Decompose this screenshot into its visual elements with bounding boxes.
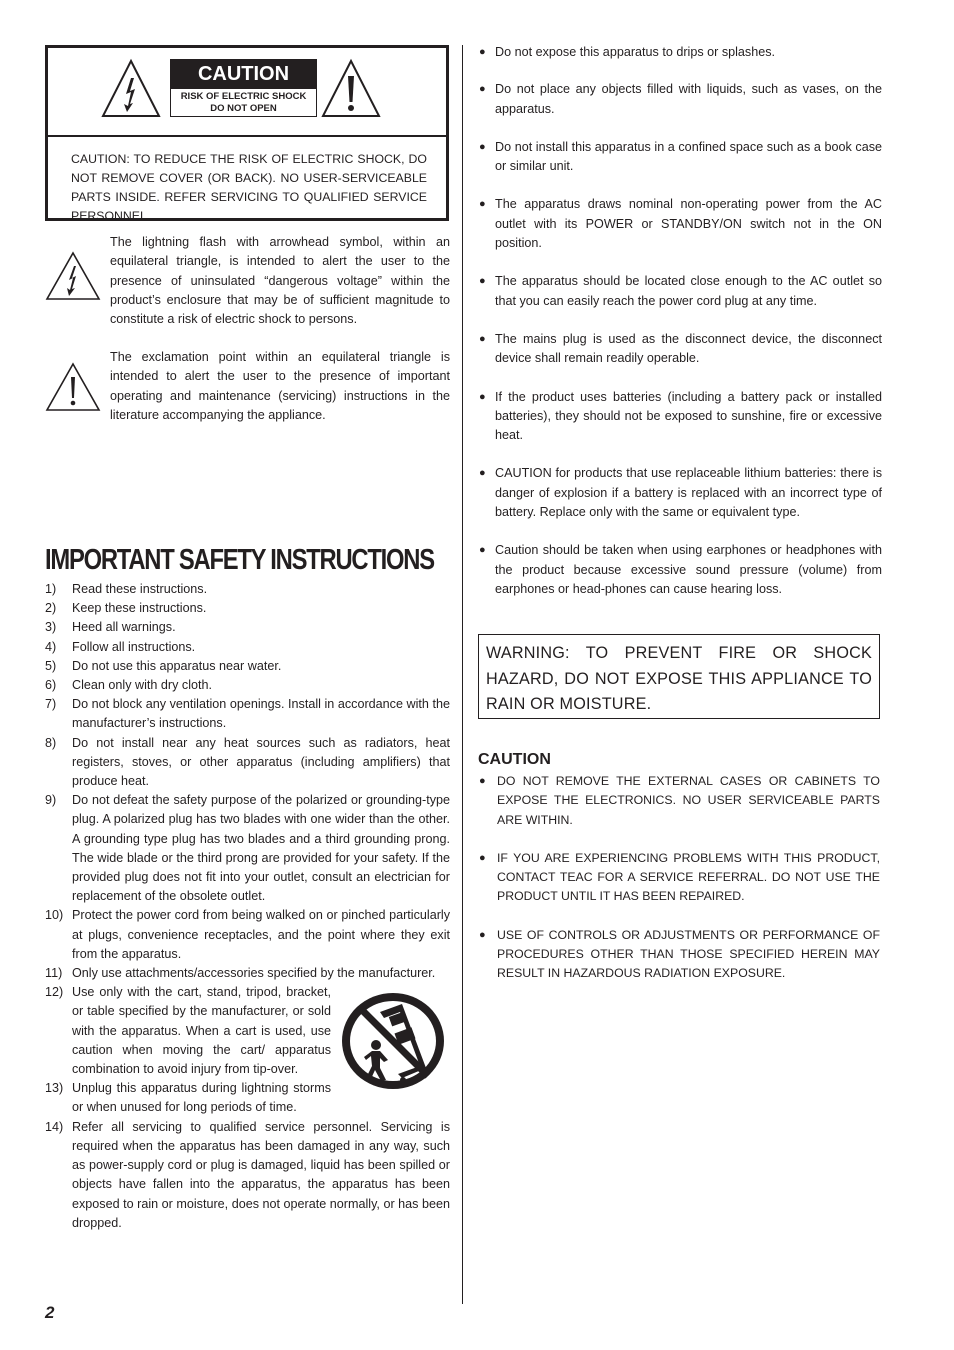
- bullet-icon: ●: [479, 275, 486, 288]
- list-item: [45, 791, 450, 906]
- item-number: 11): [45, 966, 63, 981]
- caution-label-line2: DO NOT OPEN: [210, 103, 277, 114]
- bullet-icon: ●: [479, 332, 486, 345]
- list-item: [478, 195, 882, 253]
- item-text: Use only with the cart, stand, tripod, bracket, or table specified by the manufacturer, or sold with the apparatus. When a cart is used, use caution when moving the cart/ apparatus combination to avoid injury from tip-over.: [72, 985, 331, 1077]
- list-item: [478, 272, 882, 311]
- item-text: Do not place any objects filled with liquids, such as vases, on the apparatus.: [495, 82, 882, 116]
- item-text: The mains plug is used as the disconnect device, the disconnect device shall remain readily operable.: [495, 331, 882, 366]
- item-number: 1): [45, 582, 57, 596]
- item-number: 8): [45, 735, 57, 750]
- list-item: [478, 772, 880, 830]
- list-item: [478, 464, 882, 522]
- item-text: Do not defeat the safety purpose of the polarized or grounding-type plug. A polarized plug has two blades with one wider than the other. A grounding type plug has two blades and a third grounding prong. The wide blade or the third prong are provided for your safety. If the provided plug does not fit into your outlet, consult an electrician for replacement of the obsolete outlet.: [72, 793, 450, 904]
- safety-instructions-list: [45, 580, 450, 1233]
- list-item: [45, 734, 450, 792]
- exclamation-symbol-text: The exclamation point within an equilateral triangle is intended to alert the user to the presence of important operating and maintenance (servicing) instructions in the literature accompanying the appliance.: [110, 350, 450, 422]
- list-item: [478, 80, 882, 119]
- item-number: 14): [45, 1119, 64, 1134]
- exclamation-triangle-icon: [45, 362, 101, 412]
- bullet-icon: ●: [479, 851, 486, 864]
- item-text: Refer all servicing to qualified service personnel. Servicing is required when the apparatus has been damaged in any way, such as power-supply cord or plug is damaged, liquid has been spilled or objects have fallen into the apparatus, the apparatus has been exposed to rain or moisture, does not operate normally, or has been dropped.: [72, 1119, 450, 1230]
- bullet-icon: ●: [479, 140, 486, 153]
- item-text: Only use attachments/accessories specified by the manufacturer.: [72, 966, 436, 981]
- list-item: [478, 388, 882, 446]
- item-number: 13): [45, 1081, 64, 1096]
- item-number: 6): [45, 678, 57, 693]
- page-number: 2: [45, 1303, 55, 1322]
- item-number: 5): [45, 658, 57, 673]
- item-number: 10): [45, 908, 64, 923]
- item-text: Heed all warnings.: [72, 620, 176, 635]
- fire-shock-warning-box: WARNING: TO PREVENT FIRE OR SHOCK HAZARD, DO NOT EXPOSE THIS APPLIANCE TO RAIN OR MOISTURE.: [478, 634, 880, 719]
- bullet-icon: ●: [479, 928, 486, 941]
- item-text: The apparatus should be located close enough to the AC outlet so that you can easily reach the power cord plug at any time.: [495, 274, 882, 308]
- list-item: [45, 657, 450, 676]
- caution-label-title: CAUTION: [171, 60, 316, 89]
- item-text: Do not install this apparatus in a confined space such as a book case or similar unit.: [495, 139, 882, 174]
- list-item: [45, 618, 450, 637]
- item-text: The apparatus draws nominal non-operating power from the AC outlet with its POWER or STANDBY/ON switch not in the ON position.: [495, 197, 882, 251]
- caution-label-subtitle: [171, 89, 316, 115]
- bullet-icon: ●: [479, 544, 486, 557]
- exclamation-triangle-icon: [320, 58, 382, 120]
- item-text: Keep these instructions.: [72, 601, 207, 616]
- item-text: Caution should be taken when using earphones or headphones with the product because excessive sound pressure (volume) from earphones or head-phones can cause hearing loss.: [495, 543, 882, 596]
- list-item: [478, 138, 882, 177]
- bullet-icon: ●: [479, 46, 486, 58]
- item-text: USE OF CONTROLS OR ADJUSTMENTS OR PERFORMANCE OF PROCEDURES OTHER THAN THOSE SPECIFIED HEREIN MAY RESULT IN HAZARDOUS RADIATION EXPOSURE.: [497, 927, 880, 981]
- caution-label-line1: RISK OF ELECTRIC SHOCK: [180, 91, 307, 102]
- caution-label-panel: [48, 48, 446, 137]
- caution-label: [170, 59, 317, 117]
- item-text: Read these instructions.: [72, 582, 208, 596]
- item-number: 7): [45, 697, 57, 712]
- bullet-icon: ●: [479, 390, 486, 403]
- bullet-icon: ●: [479, 775, 486, 787]
- list-item: [45, 676, 450, 695]
- list-item: [45, 906, 450, 964]
- item-text: Do not use this apparatus near water.: [72, 658, 282, 673]
- list-item: [478, 330, 882, 369]
- column-divider: [462, 45, 463, 1304]
- cart-tipover-warning-icon: [340, 990, 446, 1090]
- lightning-triangle-icon: [100, 58, 162, 120]
- item-text: Clean only with dry cloth.: [72, 678, 212, 693]
- bullet-icon: ●: [479, 83, 486, 96]
- item-text: CAUTION for products that use replaceable lithium batteries: there is danger of explosion if a battery is replaced with an incorrect type of battery. Replace only with the same or equivalent type.: [495, 466, 882, 520]
- lightning-triangle-icon: [45, 251, 101, 301]
- item-text: IF YOU ARE EXPERIENCING PROBLEMS WITH THIS PRODUCT, CONTACT TEAC FOR A SERVICE REFERRAL. DO NOT USE THE PRODUCT UNTIL IT HAS BEEN REPAIRED.: [497, 850, 880, 904]
- lightning-symbol-explanation: [45, 233, 450, 333]
- item-number: 9): [45, 793, 57, 808]
- exclamation-symbol-explanation: [45, 348, 450, 428]
- list-item: [45, 580, 450, 599]
- item-text: Do not install near any heat sources such as radiators, heat registers, stoves, or other apparatus (including amplifiers) that produce heat.: [72, 735, 450, 789]
- list-item: [478, 926, 880, 984]
- list-item: [478, 43, 882, 62]
- item-text: Protect the power cord from being walked on or pinched particularly at plugs, convenience receptacles, and the point where they exit from the apparatus.: [72, 908, 450, 961]
- list-item: [45, 695, 450, 733]
- list-item: [45, 638, 450, 657]
- bullet-icon: ●: [479, 467, 486, 480]
- caution-warning-box: [45, 45, 449, 221]
- item-text: DO NOT REMOVE THE EXTERNAL CASES OR CABINETS TO EXPOSE THE ELECTRONICS. NO USER SERVICEABLE PARTS ARE WITHIN.: [497, 774, 880, 827]
- item-text: Do not expose this apparatus to drips or splashes.: [495, 45, 776, 59]
- bullet-icon: ●: [479, 198, 486, 211]
- caution-section-title: CAUTION: [478, 751, 551, 768]
- item-text: Unplug this apparatus during lightning storms or when unused for long periods of time.: [72, 1081, 331, 1115]
- item-number: 4): [45, 639, 57, 654]
- item-text: Follow all instructions.: [72, 639, 196, 654]
- caution-box-text: CAUTION: TO REDUCE THE RISK OF ELECTRIC SHOCK, DO NOT REMOVE COVER (OR BACK). NO USER-SERVICEABLE PARTS INSIDE. REFER SERVICING TO QUALIFIED SERVICE PERSONNEL.: [71, 152, 427, 223]
- list-item: [478, 849, 880, 907]
- list-item: [478, 541, 882, 599]
- item-text: If the product uses batteries (including a battery pack or installed batteries), they should not be exposed to sunshine, fire or excessive heat.: [495, 389, 882, 443]
- page-title: IMPORTANT SAFETY INSTRUCTIONS: [45, 544, 434, 576]
- item-number: 2): [45, 601, 57, 616]
- item-text: Do not block any ventilation openings. Install in accordance with the manufacturer’s instructions.: [72, 697, 450, 731]
- lightning-symbol-text: The lightning flash with arrowhead symbol, within an equilateral triangle, is intended to alert the user to the presence of uninsulated “dangerous voltage” within the product’s enclosure that may be of sufficient magnitude to constitute a risk of electric shock to persons.: [110, 235, 450, 327]
- item-number: 3): [45, 620, 57, 635]
- safety-bullets-list: [478, 43, 882, 599]
- list-item: [45, 1118, 450, 1233]
- list-item: [45, 599, 450, 618]
- caution-section-list: [478, 772, 880, 984]
- list-item: [45, 964, 450, 983]
- item-number: 12): [45, 985, 64, 1000]
